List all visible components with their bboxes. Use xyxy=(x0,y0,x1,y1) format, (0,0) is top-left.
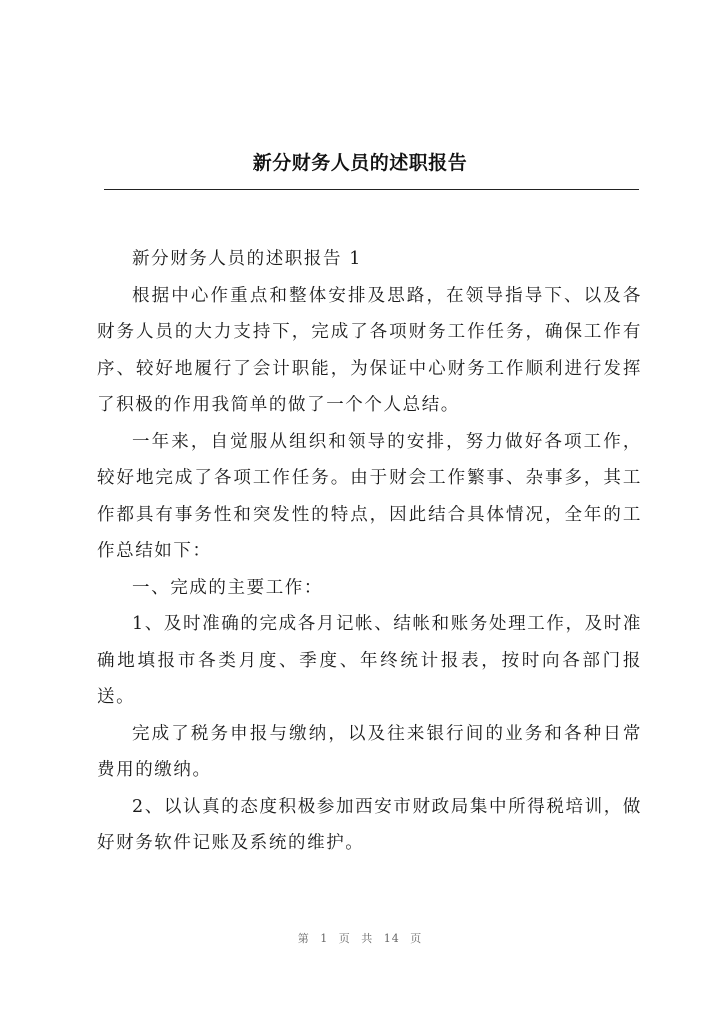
paragraph: 2、以认真的态度积极参加西安市财政局集中所得税培训，做好财务软件记账及系统的维护。 xyxy=(97,796,642,853)
paragraph: 1、及时准确的完成各月记帐、结帐和账务处理工作，及时准确地填报市各类月度、季度、年终统计报表，按时向各部门报送。 xyxy=(97,614,642,707)
section-heading: 一、完成的主要工作： xyxy=(132,577,323,598)
title-divider xyxy=(104,189,639,190)
document-body xyxy=(97,241,642,862)
paragraph: 一年来，自觉服从组织和领导的安排，努力做好各项工作，较好地完成了各项工作任务。由于财会工作繁事、杂事多，其工作都具有事务性和突发性的特点，因此结合具体情况，全年的工作总结如下： xyxy=(97,431,642,561)
paragraph-heading: 新分财务人员的述职报告 1 xyxy=(132,249,362,269)
paragraph: 完成了税务申报与缴纳，以及往来银行间的业务和各种日常费用的缴纳。 xyxy=(97,723,642,780)
document-title: 新分财务人员的述职报告 xyxy=(252,152,468,174)
page-footer: 第 1 页 共 14 页 xyxy=(297,932,423,945)
paragraph: 根据中心作重点和整体安排及思路，在领导指导下、以及各财务人员的大力支持下，完成了各项财务工作任务，确保工作有序、较好地履行了会计职能，为保证中心财务工作顺利进行发挥了积极的作用我简单的做了一个个人总结。 xyxy=(97,285,642,415)
